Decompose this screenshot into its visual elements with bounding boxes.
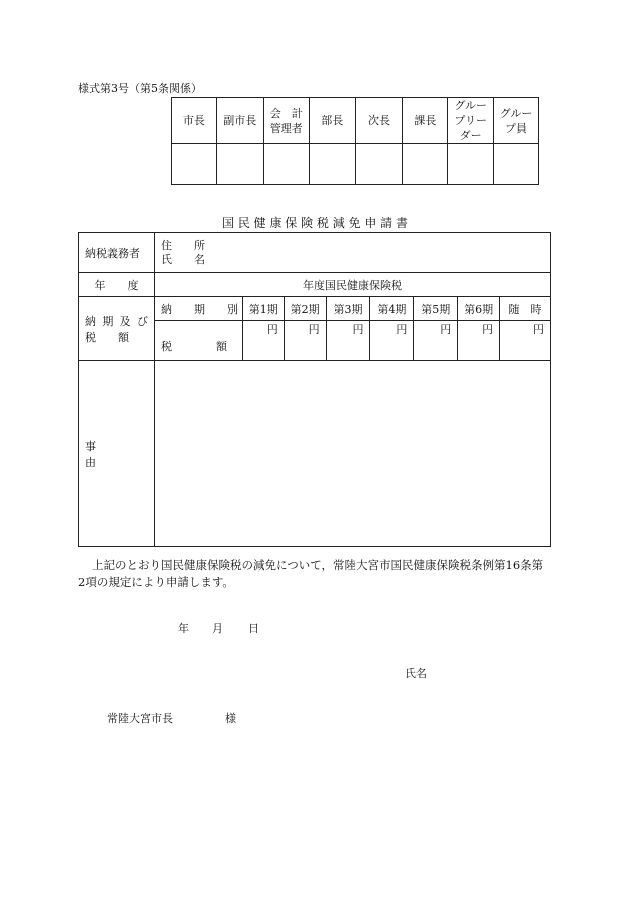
- reason-field[interactable]: [154, 361, 550, 547]
- period-amount-6[interactable]: 円: [500, 321, 551, 361]
- installment-label: [79, 297, 155, 361]
- installment-label-line1: [79, 313, 154, 329]
- approval-stamp-cell[interactable]: [309, 144, 355, 185]
- approval-stamp-cell[interactable]: [448, 144, 494, 185]
- approval-header-2: 会 計 管理者: [263, 98, 309, 144]
- period-header-5: 第6期: [458, 297, 500, 321]
- approval-header-0: 市長: [172, 98, 217, 144]
- date-month-label: 月: [212, 622, 223, 635]
- period-header-4: 第5期: [414, 297, 458, 321]
- approval-stamp-cell[interactable]: [263, 144, 309, 185]
- applicant-name-label: 氏名: [405, 667, 427, 680]
- approval-stamp-cell[interactable]: [216, 144, 263, 185]
- installment-label-char: び: [136, 314, 148, 328]
- approval-stamp-table: [171, 97, 539, 185]
- year-value[interactable]: 年度国民健康保険税: [154, 273, 550, 297]
- approval-stamp-cell[interactable]: [494, 144, 539, 185]
- approval-stamp-cell[interactable]: [172, 144, 217, 185]
- form-reference: 様式第3号（第5条関係）: [78, 82, 202, 95]
- installment-label-line2: 税 額: [85, 330, 129, 344]
- amount-label: 税 額: [154, 321, 242, 361]
- approval-header-1: 副市長: [216, 98, 263, 144]
- approval-header-4: 次長: [355, 98, 403, 144]
- period-label: 納 期 別: [154, 297, 242, 321]
- approval-header-5: 課長: [403, 98, 448, 144]
- honorific: 様: [225, 712, 236, 725]
- approval-header-3: 部長: [309, 98, 355, 144]
- period-amount-3[interactable]: 円: [370, 321, 414, 361]
- installment-label-char: 期: [102, 314, 114, 328]
- taxpayer-label: 納税義務者: [79, 233, 155, 273]
- statement-line-1: 上記のとおり国民健康保険税の減免について，常陸大宮市国民健康保険税条例第16条第: [92, 558, 544, 572]
- period-amount-1[interactable]: 円: [284, 321, 326, 361]
- period-amount-2[interactable]: 円: [326, 321, 370, 361]
- period-header-0: 第1期: [242, 297, 284, 321]
- approval-stamp-cell[interactable]: [355, 144, 403, 185]
- installment-label-char: 及: [119, 314, 131, 328]
- approval-stamp-cell[interactable]: [403, 144, 448, 185]
- period-header-1: 第2期: [284, 297, 326, 321]
- date-day-label: 日: [248, 622, 259, 635]
- approval-header-7: グルー プ員: [494, 98, 539, 144]
- reason-label: 事 由: [79, 361, 155, 547]
- period-amount-5[interactable]: 円: [458, 321, 500, 361]
- period-amount-4[interactable]: 円: [414, 321, 458, 361]
- period-amount-0[interactable]: 円: [242, 321, 284, 361]
- application-form-table: [78, 232, 551, 547]
- approval-header-6: グルー プリー ダー: [448, 98, 494, 144]
- addressee: 常陸大宮市長: [107, 712, 173, 725]
- year-label: 年 度: [79, 273, 155, 297]
- installment-label-char: 納: [85, 314, 96, 328]
- name-label: 氏 名: [160, 252, 205, 266]
- date-year-label: 年: [178, 622, 189, 635]
- address-label: 住 所: [160, 238, 205, 252]
- taxpayer-field[interactable]: [154, 233, 550, 273]
- period-header-2: 第3期: [326, 297, 370, 321]
- period-header-6: 随 時: [500, 297, 551, 321]
- statement-line-2: 2項の規定により申請します。: [78, 575, 234, 589]
- form-title: 国 民 健 康 保 険 税 減 免 申 請 書: [222, 216, 408, 230]
- period-header-3: 第4期: [370, 297, 414, 321]
